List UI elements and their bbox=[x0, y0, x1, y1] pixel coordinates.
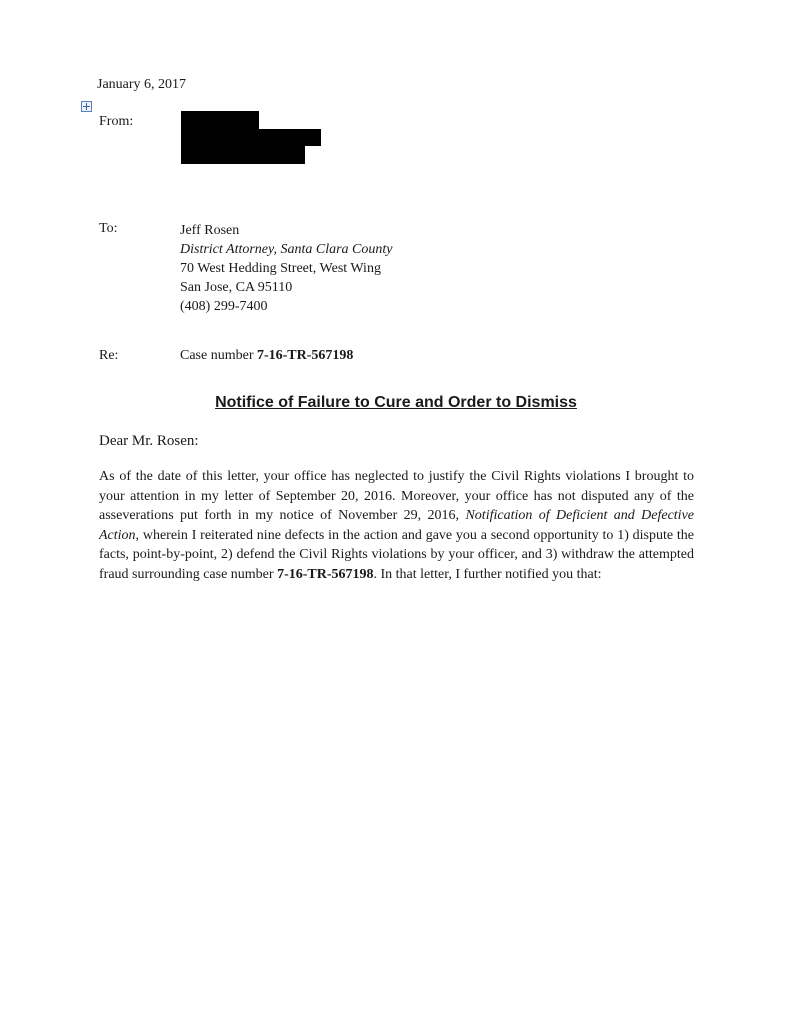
body-text-part3: . In that letter, I further notified you that: bbox=[373, 566, 602, 582]
re-label: Re: bbox=[99, 348, 119, 363]
body-text-part1: As of the date of this letter, your office has neglected to justify the Civil Rights violations I brought to your attention in my letter of September 20, 2016. Moreover, your office has not disputed any of the asseverations put forth in my notice of November 29, 2016, bbox=[99, 469, 694, 523]
re-line bbox=[180, 348, 353, 364]
redaction-block bbox=[181, 129, 321, 146]
recipient-address-line2: San Jose, CA 95110 bbox=[180, 280, 293, 295]
body-case-number: 7-16-TR-567198 bbox=[277, 566, 374, 582]
redaction-block bbox=[181, 145, 305, 164]
re-case-number: 7-16-TR-567198 bbox=[256, 348, 354, 363]
recipient-phone: (408) 299-7400 bbox=[180, 299, 268, 314]
from-label: From: bbox=[99, 114, 134, 129]
letter-title: Notifice of Failure to Cure and Order to Dismiss bbox=[215, 394, 577, 411]
plus-square-icon[interactable] bbox=[81, 101, 92, 112]
to-label: To: bbox=[99, 221, 118, 236]
recipient-address bbox=[180, 221, 392, 316]
body-italic-title: Notification of Deficient and Defective Action bbox=[99, 508, 694, 543]
redaction-block bbox=[181, 111, 259, 130]
recipient-address-line1: 70 West Hedding Street, West Wing bbox=[180, 261, 381, 276]
letter-date: January 6, 2017 bbox=[97, 77, 187, 92]
recipient-name: Jeff Rosen bbox=[180, 223, 240, 238]
body-text-part2: , wherein I reiterated nine defects in the action and gave you a second opportunity to 1) dispute the facts, point-by-point, 2) defend the Civil Rights violations by your officer, and 3) withdraw the attempted fraud surrounding case number bbox=[99, 527, 694, 582]
recipient-title: District Attorney, Santa Clara County bbox=[180, 242, 393, 257]
body-paragraph bbox=[99, 467, 694, 584]
salutation: Dear Mr. Rosen: bbox=[99, 433, 199, 449]
re-prefix: Case number bbox=[180, 348, 257, 363]
